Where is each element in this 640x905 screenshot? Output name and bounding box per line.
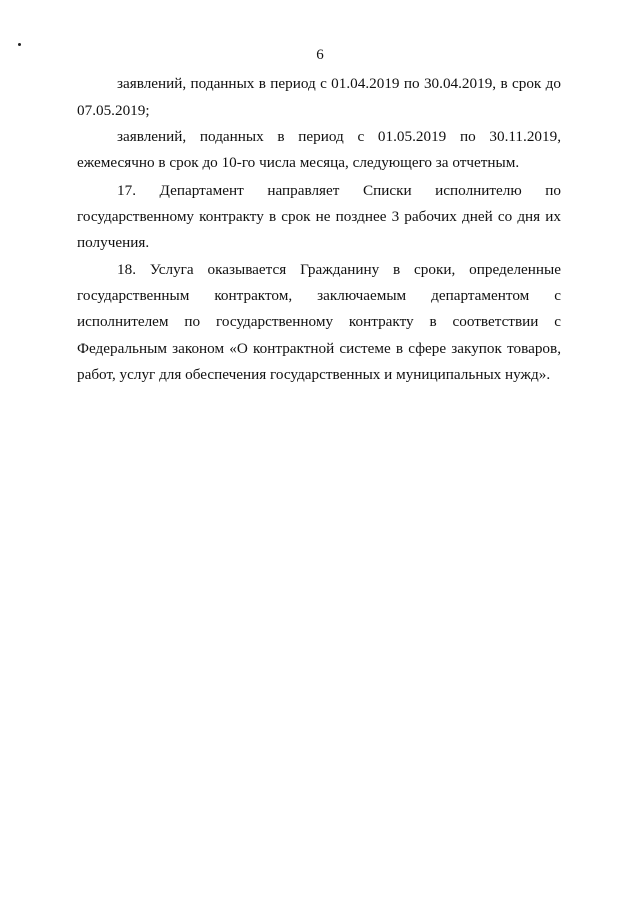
paragraph-line: Федеральным законом «О контрактной системе в сфере закупок товаров,	[77, 340, 561, 357]
paragraph-line: получения.	[77, 234, 150, 251]
paragraph-line: ежемесячно в срок до 10-го числа месяца, следующего за отчетным.	[77, 154, 520, 171]
paragraph-line: государственным контрактом, заключаемым департаментом с	[77, 287, 561, 304]
paragraph-line: 18. Услуга оказывается Гражданину в сроки, определенные	[117, 261, 561, 278]
paragraph-line: заявлений, поданных в период с 01.05.2019 по 30.11.2019,	[117, 128, 561, 145]
paragraph-line: исполнителем по государственному контракту в соответствии с	[77, 313, 561, 330]
paragraph-line: государственному контракту в срок не позднее 3 рабочих дней со дня их	[77, 208, 561, 225]
paragraph-line: 17. Департамент направляет Списки исполнителю по	[117, 182, 561, 199]
paragraph-line: работ, услуг для обеспечения государственных и муниципальных нужд».	[77, 366, 551, 383]
page-number: 6	[316, 47, 324, 63]
paragraph-line: 07.05.2019;	[77, 102, 150, 119]
paragraph-line: заявлений, поданных в период с 01.04.2019 по 30.04.2019, в срок до	[117, 75, 561, 92]
